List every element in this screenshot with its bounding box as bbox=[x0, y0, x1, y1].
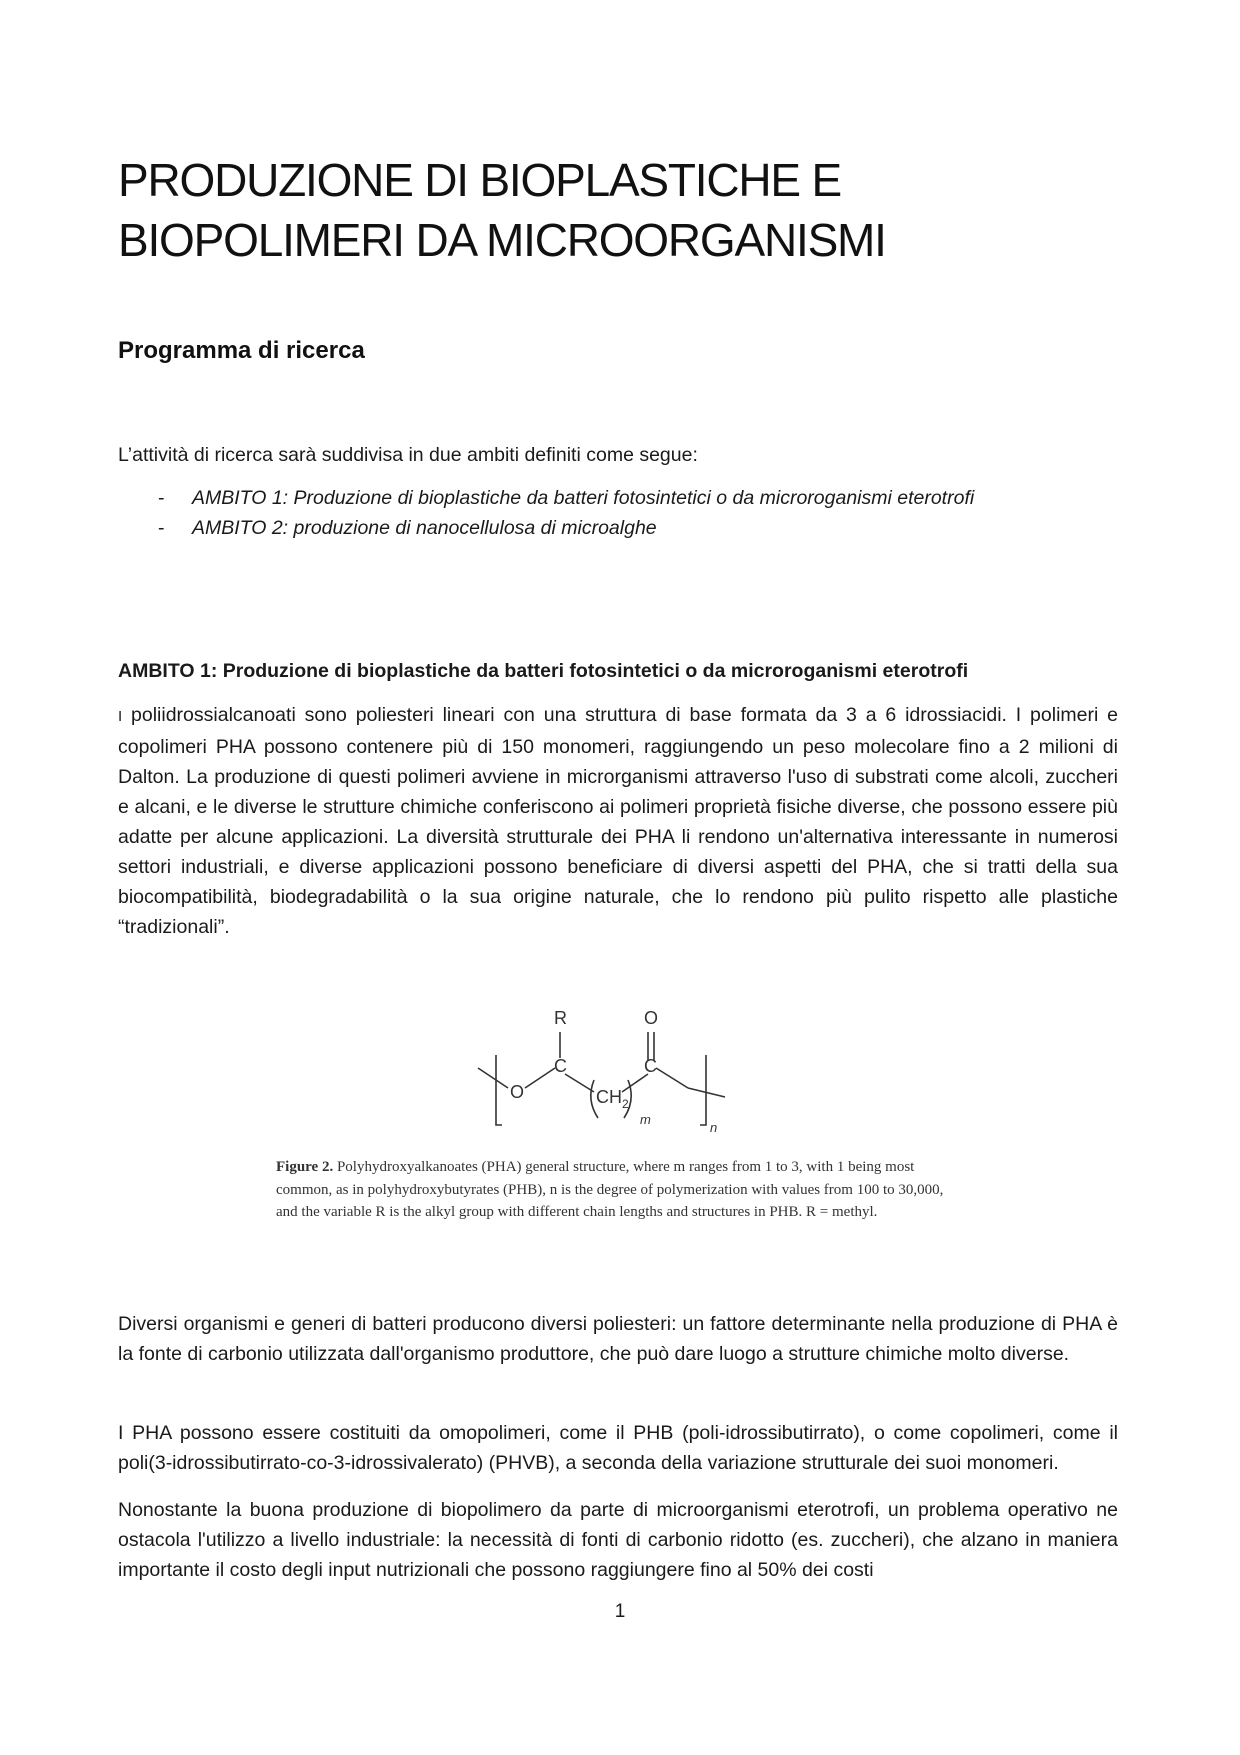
index-n: n bbox=[710, 1120, 718, 1135]
figure-caption bbox=[276, 1156, 966, 1224]
paragraph bbox=[118, 700, 1118, 942]
page-number: 1 bbox=[614, 1601, 626, 1622]
section-subtitle: Programma di ricerca bbox=[118, 337, 365, 364]
caption-text: Polyhydroxyalkanoates (PHA) general structure, where m ranges from 1 to 3, with 1 being most common, as in polyhydroxybutyrates (PHB), n is the degree of polymerization with values from 100 to 30,000, and the variable R is the alkyl group with different chain lengths and structures in PHB. R = methyl. bbox=[276, 1159, 944, 1220]
group-ch2-subscript: 2 bbox=[622, 1097, 629, 1111]
list-item-text: AMBITO 1: Produzione di bioplastiche da batteri fotosintetici o da microroganismi eterotrofi bbox=[192, 487, 975, 509]
list-item bbox=[158, 513, 1118, 543]
title-line-1: PRODUZIONE DI BIOPLASTICHE E bbox=[118, 154, 841, 206]
intro-paragraph: L’attività di ricerca sarà suddivisa in due ambiti definiti come segue: bbox=[118, 444, 698, 466]
ambiti-list bbox=[158, 483, 1118, 543]
paragraph: Diversi organismi e generi di batteri producono diversi poliesteri: un fattore determinante nella produzione di PHA è la fonte di carbonio utilizzata dall'organismo produttore, che può dare luogo a strutture chimiche molto diverse. bbox=[118, 1313, 1118, 1365]
atom-c2: C bbox=[644, 1056, 657, 1076]
list-item bbox=[158, 483, 1118, 513]
paragraph: Nonostante la buona produzione di biopolimero da parte di microorganismi eterotrofi, un problema operativo ne ostacola l'utilizzo a livello industriale: la necessità di fonti di carbonio ridotto (es. zuccheri), che alzano in maniera importante il costo degli input nutrizionali che possono raggiungere fino al 50% dei costi bbox=[118, 1499, 1118, 1581]
list-bullet: - bbox=[158, 487, 165, 509]
document-title bbox=[118, 150, 1118, 270]
left-bracket bbox=[496, 1055, 502, 1125]
paragraph: I PHA possono essere costituiti da omopolimeri, come il PHB (poli-idrossibutirrato), o come copolimeri, come il poli(3-idrossibutirrato-co-3-idrossivalerato) (PHVB), a seconda della variazione strutturale dei suoi monomeri. bbox=[118, 1422, 1118, 1474]
pha-structure-figure bbox=[470, 1000, 750, 1150]
title-line-2: BIOPOLIMERI DA MICROORGANISMI bbox=[118, 214, 886, 266]
bond-line bbox=[656, 1068, 688, 1088]
atom-r: R bbox=[554, 1008, 567, 1028]
initial-letter: I bbox=[118, 708, 123, 725]
bond-line bbox=[565, 1074, 594, 1092]
atom-o-top: O bbox=[644, 1008, 659, 1028]
bond-line bbox=[622, 1074, 648, 1092]
list-item-text: AMBITO 2: produzione di nanocellulosa di microalghe bbox=[192, 517, 657, 539]
figure-label: Figure 2. bbox=[276, 1159, 334, 1175]
chemical-structure-diagram bbox=[470, 1000, 750, 1150]
right-bracket bbox=[700, 1055, 706, 1125]
paragraph-text: poliidrossialcanoati sono poliesteri lineari con una struttura di base formata da 3 a 6 idrossiacidi. I polimeri e copolimeri PHA possono contenere più di 150 monomeri, raggiungendo un peso molecolare fino a 2 milioni di Dalton. La produzione di questi polimeri avviene in microrganismi attraverso l'uso di substrati come alcoli, zuccheri e alcani, e le diverse le strutture chimiche conferiscono ai polimeri proprietà fisiche diverse, che possono essere più adatte per alcune applicazioni. La diversità strutturale dei PHA li rendono un'alternativa interessante in numerosi settori industriali, e diverse applicazioni possono beneficiare di diversi aspetti del PHA, che si tratti della sua biocompatibilità, biodegradabilità o la sua origine naturale, che lo rendono più pulito rispetto alle plastiche “tradizionali”. bbox=[118, 704, 1118, 938]
atom-o-chain: O bbox=[510, 1082, 525, 1102]
bond-line bbox=[478, 1068, 508, 1088]
group-ch2: CH bbox=[596, 1087, 622, 1107]
list-bullet: - bbox=[158, 517, 165, 539]
index-m: m bbox=[640, 1112, 651, 1127]
atom-c1: C bbox=[554, 1056, 567, 1076]
bond-line bbox=[525, 1068, 555, 1088]
section-heading: AMBITO 1: Produzione di bioplastiche da batteri fotosintetici o da microroganismi eterotrofi bbox=[118, 660, 969, 682]
